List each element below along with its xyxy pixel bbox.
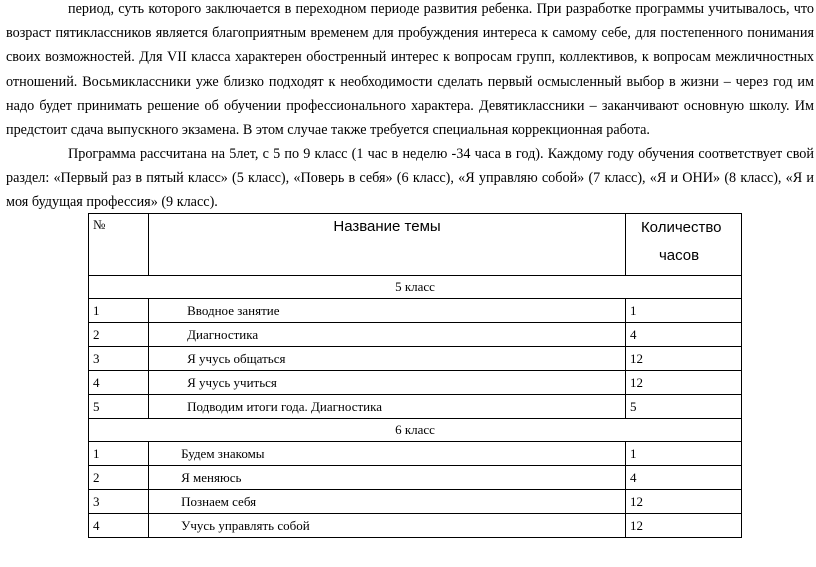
topics-table [88, 213, 742, 538]
header-topic-name: Название темы [149, 214, 626, 276]
row-num: 3 [89, 347, 149, 371]
grade-5-title: 5 класс [89, 276, 742, 299]
row-num: 2 [89, 466, 149, 490]
row-num: 1 [89, 442, 149, 466]
row-topic: Диагностика [149, 323, 626, 347]
header-num: № [89, 214, 149, 276]
row-num: 1 [89, 299, 149, 323]
header-hours-line2: часов [658, 247, 700, 264]
row-num: 4 [89, 514, 149, 538]
paragraph-intro: период, суть которого заключается в переходном периоде развития ребенка. При разработке программы учитывалось, что возраст пятиклассников является благоприятным временем для пробуждения интереса к самому себе, для постепенного понимания своих возможностей. Для VII класса характерен обостренный интерес к вопросам групп, коллективов, к вопросам межличностных отношений. Восьмиклассники уже близко подходят к необходимости сделать первый осмысленный выбор в жизни – через год им надо будет принимать решение об обучении профессионального характера. Девятиклассники – заканчивают основную школу. Им предстоит сдача выпускного экзамена. В этом случае также требуется специальная коррекционная работа. [6, 1, 814, 139]
table-row [89, 299, 742, 323]
table-row [89, 371, 742, 395]
table-row [89, 466, 742, 490]
grade-6-heading-row [89, 419, 742, 442]
row-num: 3 [89, 490, 149, 514]
row-hours: 1 [625, 442, 741, 466]
row-topic: Будем знакомы [149, 442, 626, 466]
table-row [89, 490, 742, 514]
row-hours: 4 [625, 466, 741, 490]
table-row [89, 395, 742, 419]
row-hours: 12 [625, 371, 741, 395]
row-topic: Учусь управлять собой [149, 514, 626, 538]
table-header-row [89, 214, 742, 276]
row-num: 4 [89, 371, 149, 395]
row-topic: Я учусь учиться [149, 371, 626, 395]
grade-5-heading-row [89, 276, 742, 299]
row-hours: 4 [625, 323, 741, 347]
row-num: 2 [89, 323, 149, 347]
grade-6-title: 6 класс [89, 419, 742, 442]
row-topic: Я учусь общаться [149, 347, 626, 371]
row-hours: 12 [625, 347, 741, 371]
row-topic: Подводим итоги года. Диагностика [149, 395, 626, 419]
row-topic: Познаем себя [149, 490, 626, 514]
row-hours: 12 [625, 490, 741, 514]
row-num: 5 [89, 395, 149, 419]
paragraph-program: Программа рассчитана на 5лет, с 5 по 9 класс (1 час в неделю -34 часа в год). Каждому году обучения соответствует свой раздел: «Первый раз в пятый класс» (5 класс), «Поверь в себя» (6 класс), «Я управляю собой» (7 класс), «Я и ОНИ» (8 класс), «Я и моя будущая профессия» (9 класс). [6, 146, 814, 211]
row-hours: 1 [625, 299, 741, 323]
row-topic: Я меняюсь [149, 466, 626, 490]
table-row [89, 442, 742, 466]
row-hours: 12 [625, 514, 741, 538]
header-hours-line1: Количество [640, 219, 722, 236]
table-row [89, 514, 742, 538]
table-row [89, 323, 742, 347]
header-hours [625, 214, 741, 276]
row-topic: Вводное занятие [149, 299, 626, 323]
table-row [89, 347, 742, 371]
row-hours: 5 [625, 395, 741, 419]
